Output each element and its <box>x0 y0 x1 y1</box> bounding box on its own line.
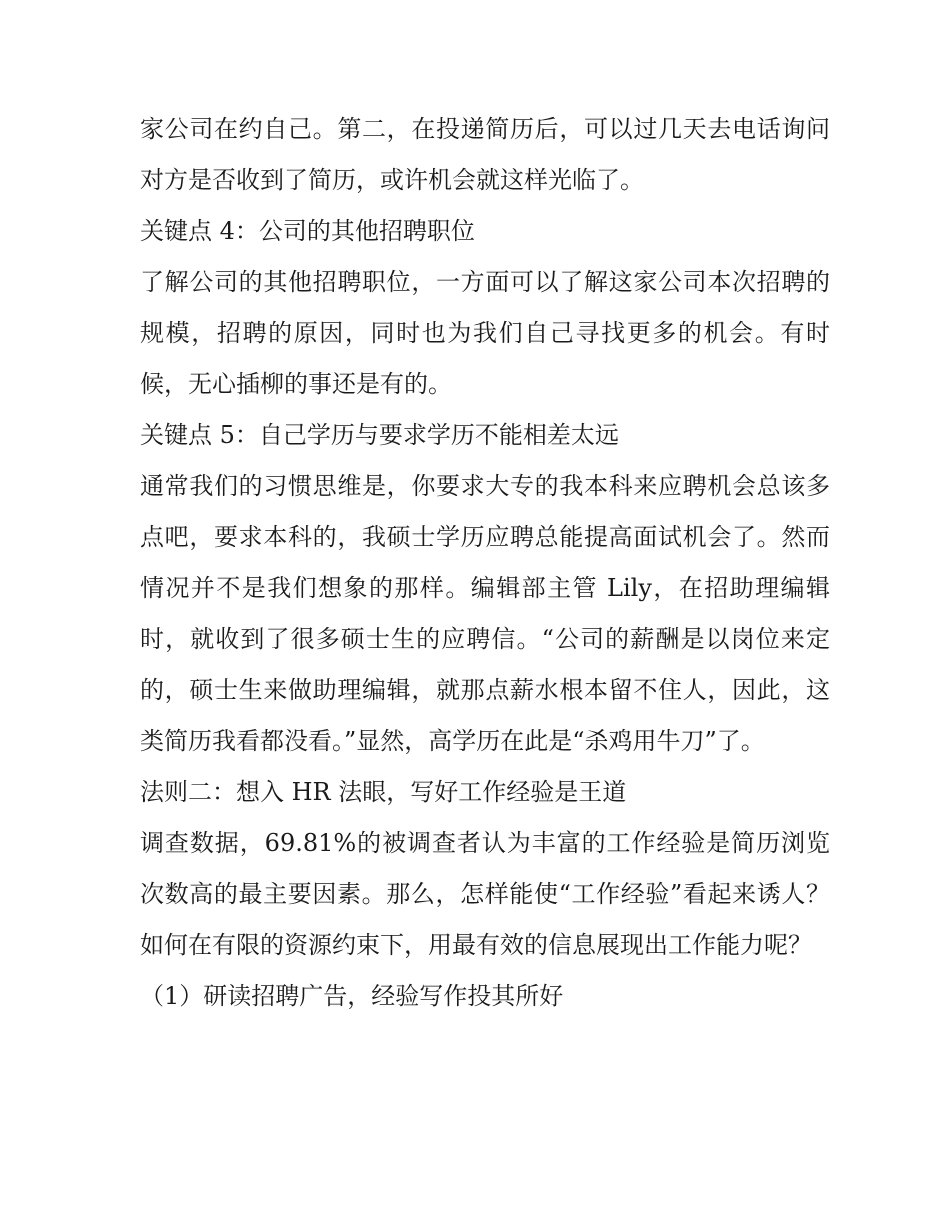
paragraph-other-positions: 了解公司的其他招聘职位，一方面可以了解这家公司本次招聘的规模，招聘的原因，同时也为我们自己寻找更多的机会。有时候，无心插柳的事还是有的。 <box>140 268 830 398</box>
paragraph-education-level: 通常我们的习惯思维是，你要求大专的我本科来应聘机会总该多点吧，要求本科的，我硕士学历应聘总能提高面试机会了。然而情况并不是我们想象的那样。编辑部主管 Lily，在招助理编辑时，就收到了很多硕士生的应聘信。“公司的薪酬是以岗位来定的，硕士生来做助理编辑，就那点薪水根本留不住人，因此，这类简历我看都没看。”显然，高学历在此是“杀鸡用牛刀”了。 <box>140 472 830 755</box>
document-body <box>140 104 830 1022</box>
heading-study-ads: （1）研读招聘广告，经验写作投其所好 <box>140 982 564 1010</box>
paragraph-work-experience: 调查数据，69.81%的被调查者认为丰富的工作经验是简历浏览次数高的最主要因素。那么，怎样能使“工作经验”看起来诱人？如何在有限的资源约束下，用最有效的信息展现出工作能力呢？ <box>140 829 830 959</box>
heading-key-point-4: 关键点 4：公司的其他招聘职位 <box>140 217 475 245</box>
paragraph-continuation: 家公司在约自己。第二，在投递简历后，可以过几天去电话询问对方是否收到了简历，或许机会就这样光临了。 <box>140 115 830 194</box>
heading-key-point-5: 关键点 5：自己学历与要求学历不能相差太远 <box>140 421 619 449</box>
heading-rule-two: 法则二：想入 HR 法眼，写好工作经验是王道 <box>140 778 627 806</box>
